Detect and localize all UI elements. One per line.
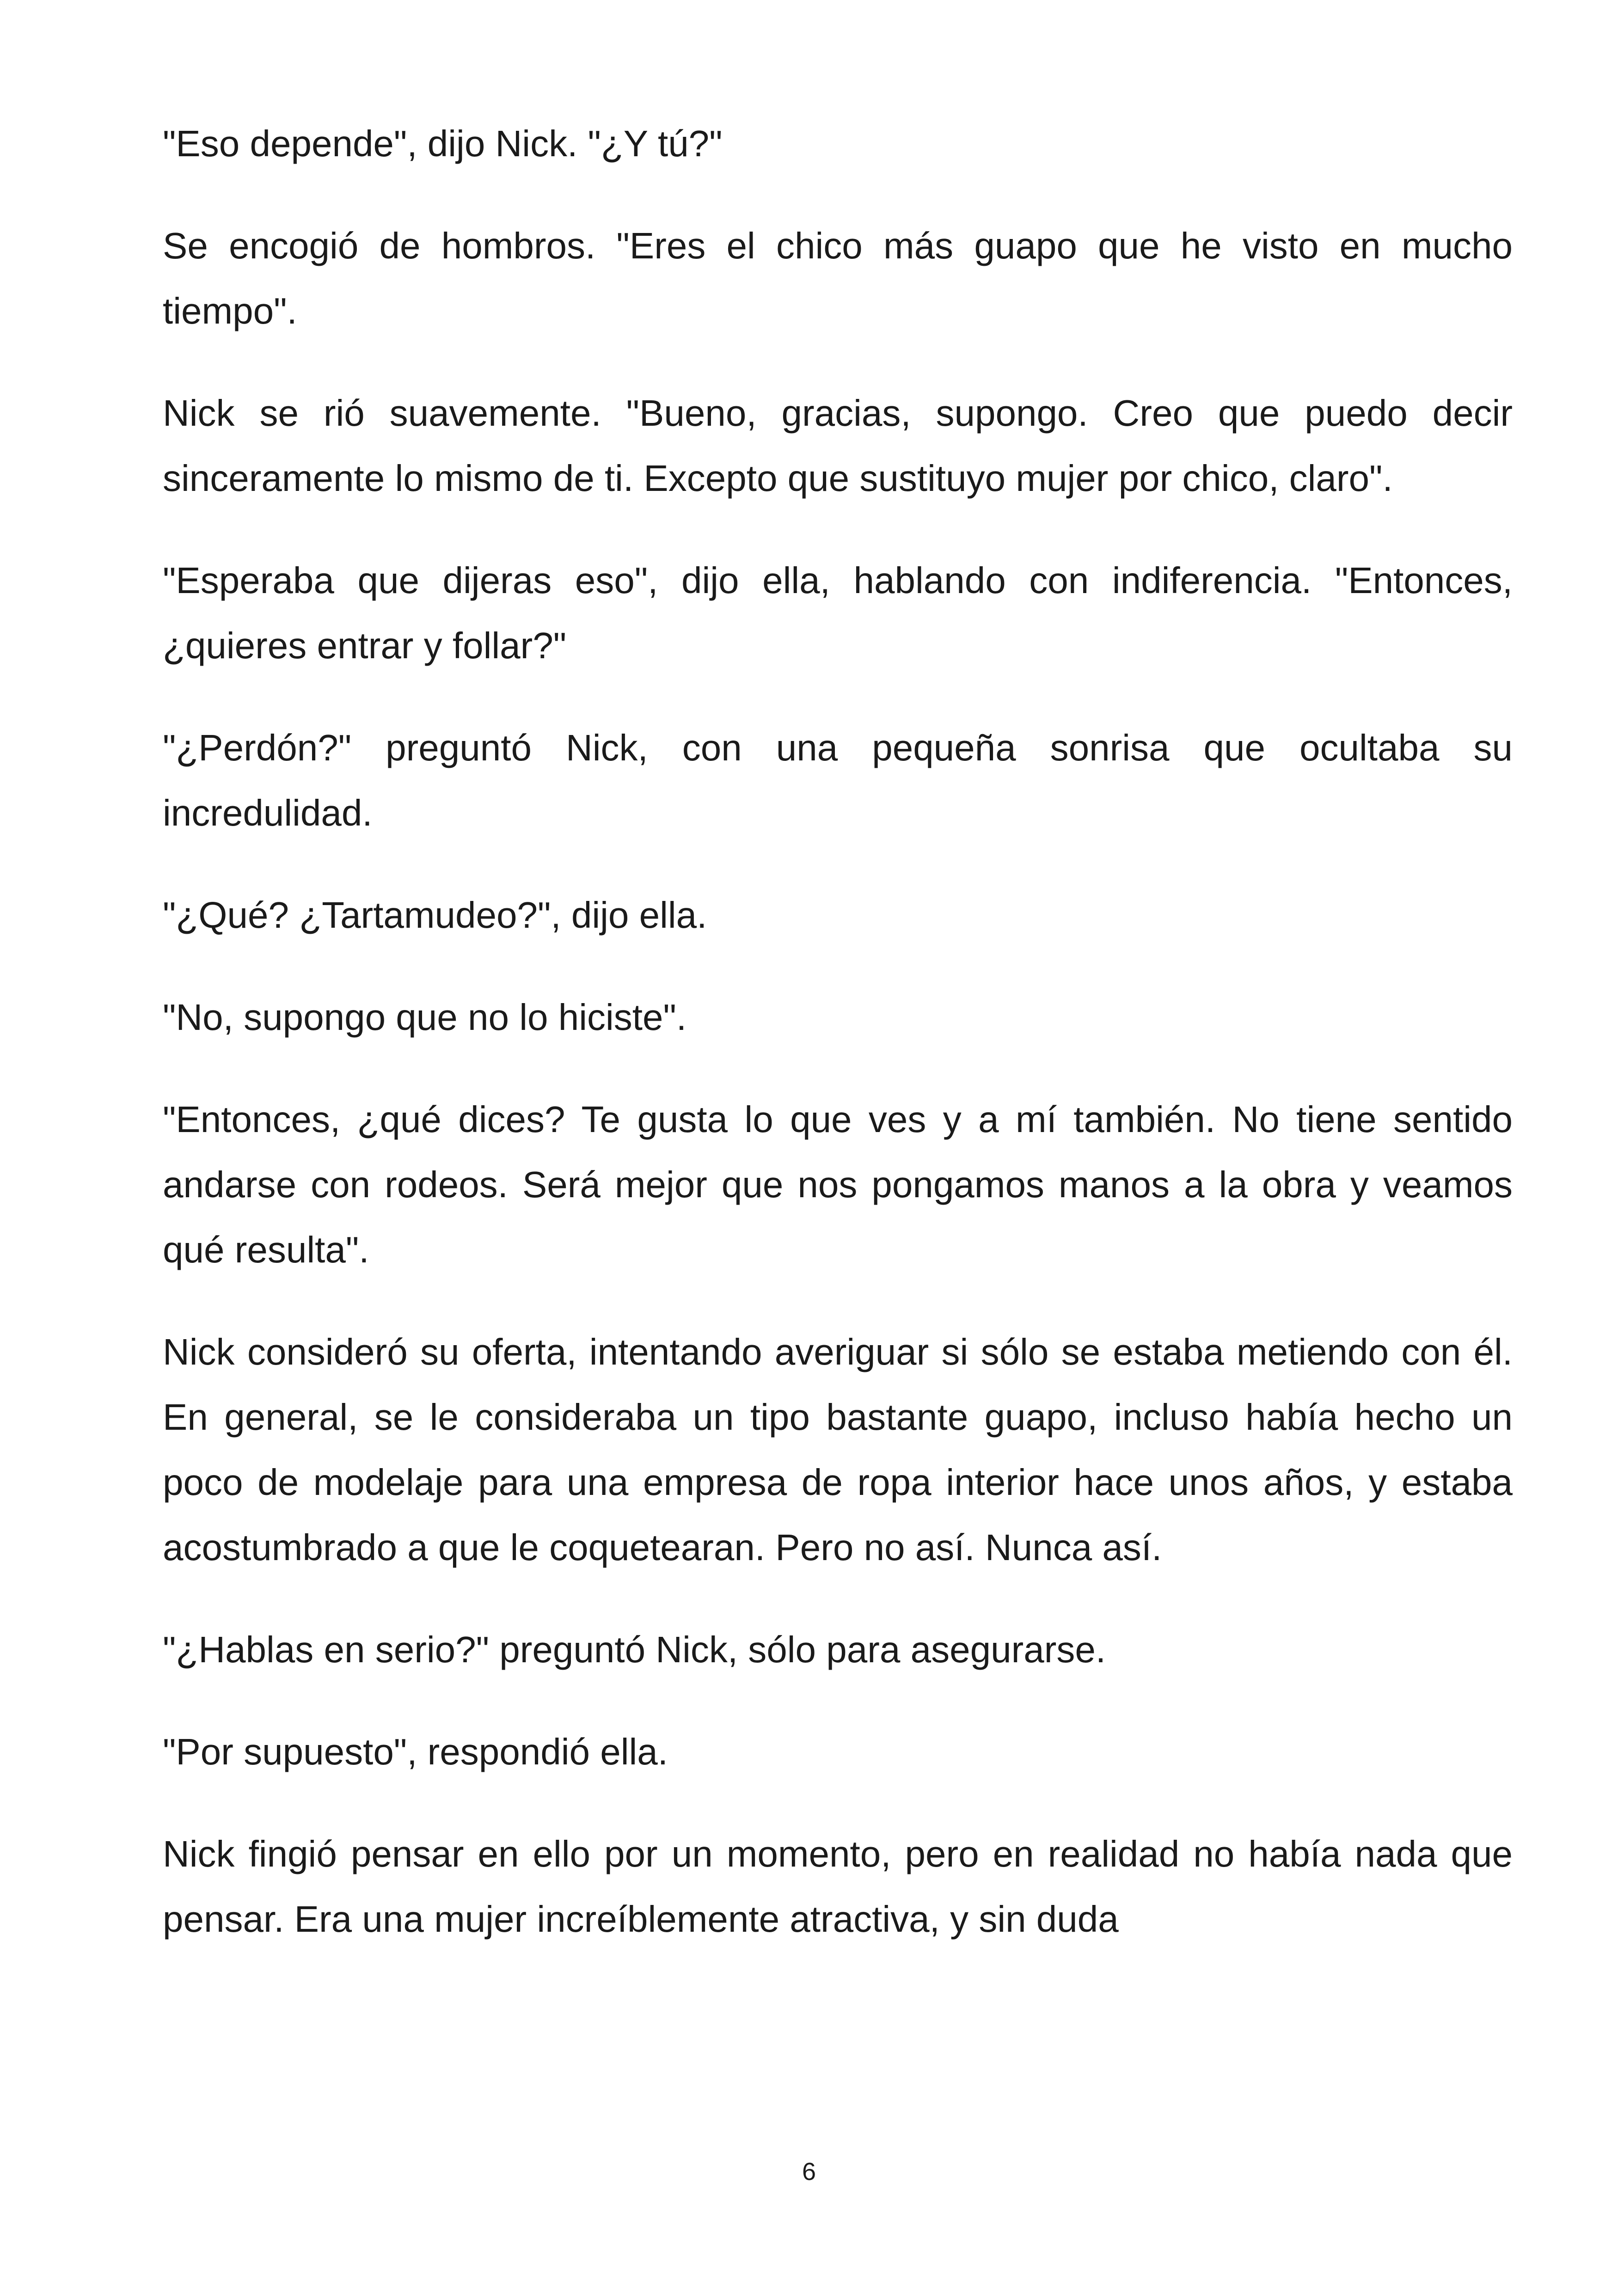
paragraph-7: "No, supongo que no lo hiciste". [163,997,687,1038]
paragraph-1: "Eso depende", dijo Nick. "¿Y tú?" [163,123,723,164]
paragraph-2: Se encogió de hombros. "Eres el chico más guapo que he visto en mucho tiempo". [163,225,1513,331]
paragraph-12: Nick fingió pensar en ello por un momento, pero en realidad no había nada que pensar. Era una mujer increíblemente atractiva, y sin duda [163,1833,1513,1940]
paragraph-9: Nick consideró su oferta, intentando averiguar si sólo se estaba metiendo con él. En general, se le consideraba un tipo bastante guapo, incluso había hecho un poco de modelaje para una empresa de ropa interior hace unos años, y estaba acostumbrado a que le coquetearan. Pero no así. Nunca así. [163,1331,1513,1568]
paragraph-3: Nick se rió suavemente. "Bueno, gracias, supongo. Creo que puedo decir sinceramente lo mismo de ti. Excepto que sustituyo mujer por chico, claro". [163,392,1513,499]
paragraph-4: "Esperaba que dijeras eso", dijo ella, hablando con indiferencia. "Entonces, ¿quieres entrar y follar?" [163,560,1513,666]
page-number: 6 [802,2158,816,2186]
paragraph-11: "Por supuesto", respondió ella. [163,1731,668,1772]
paragraph-10: "¿Hablas en serio?" preguntó Nick, sólo para asegurarse. [163,1629,1106,1670]
paragraph-5: "¿Perdón?" preguntó Nick, con una pequeña sonrisa que ocultaba su incredulidad. [163,727,1513,833]
paragraph-6: "¿Qué? ¿Tartamudeo?", dijo ella. [163,894,707,936]
paragraph-8: "Entonces, ¿qué dices? Te gusta lo que ves y a mí también. No tiene sentido andarse con rodeos. Será mejor que nos pongamos manos a la obra y veamos qué resulta". [163,1099,1513,1270]
body-text [163,111,1513,1989]
